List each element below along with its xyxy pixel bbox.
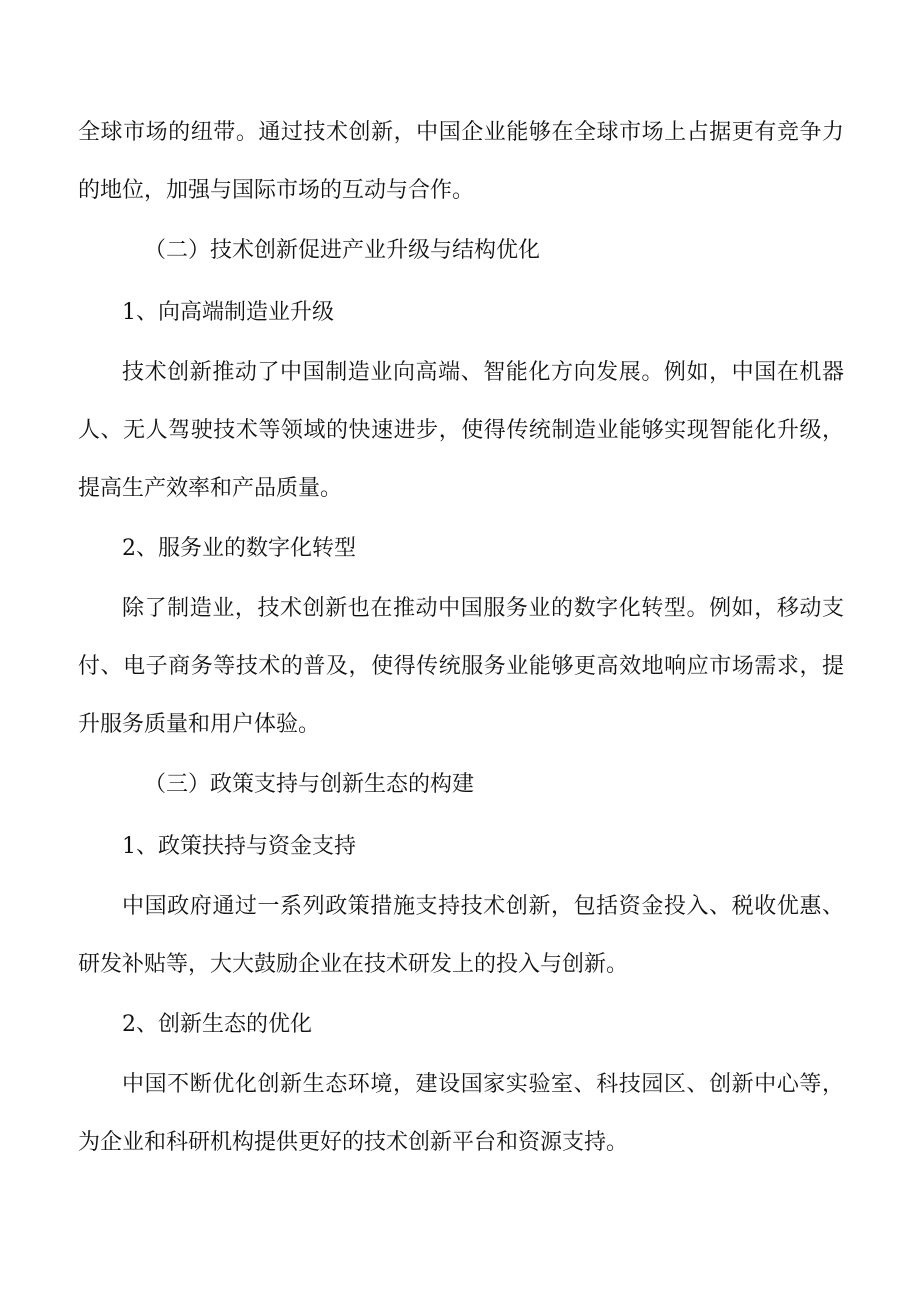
section-heading-3: （三）政策支持与创新生态的构建 — [144, 772, 475, 797]
paragraph-ecosystem: 中国不断优化创新生态环境，建设国家实验室、科技园区、创新中心等，为企业和科研机构提供更好的技术创新平台和资源支持。 — [78, 1072, 844, 1155]
paragraph-manufacturing: 技术创新推动了中国制造业向高端、智能化方向发展。例如，中国在机器人、无人驾驶技术等领域的快速进步，使得传统制造业能够实现智能化升级，提高生产效率和产品质量。 — [78, 360, 844, 501]
paragraph-service: 除了制造业，技术创新也在推动中国服务业的数字化转型。例如，移动支付、电子商务等技术的普及，使得传统服务业能够更高效地响应市场需求，提升服务质量和用户体验。 — [78, 596, 844, 737]
subheading-ecosystem: 2、创新生态的优化 — [122, 1012, 312, 1037]
subheading-policy-funding: 1、政策扶持与资金支持 — [122, 834, 356, 859]
subheading-high-end-manufacturing: 1、向高端制造业升级 — [122, 300, 334, 325]
subheading-service-digitalization: 2、服务业的数字化转型 — [122, 536, 356, 561]
paragraph-continued: 全球市场的纽带。通过技术创新，中国企业能够在全球市场上占据更有竞争力的地位，加强与国际市场的互动与合作。 — [78, 120, 844, 203]
section-heading-2: （二）技术创新促进产业升级与结构优化 — [144, 238, 541, 263]
paragraph-policy: 中国政府通过一系列政策措施支持技术创新，包括资金投入、税收优惠、研发补贴等，大大鼓励企业在技术研发上的投入与创新。 — [78, 894, 844, 977]
document-content — [78, 104, 844, 1172]
